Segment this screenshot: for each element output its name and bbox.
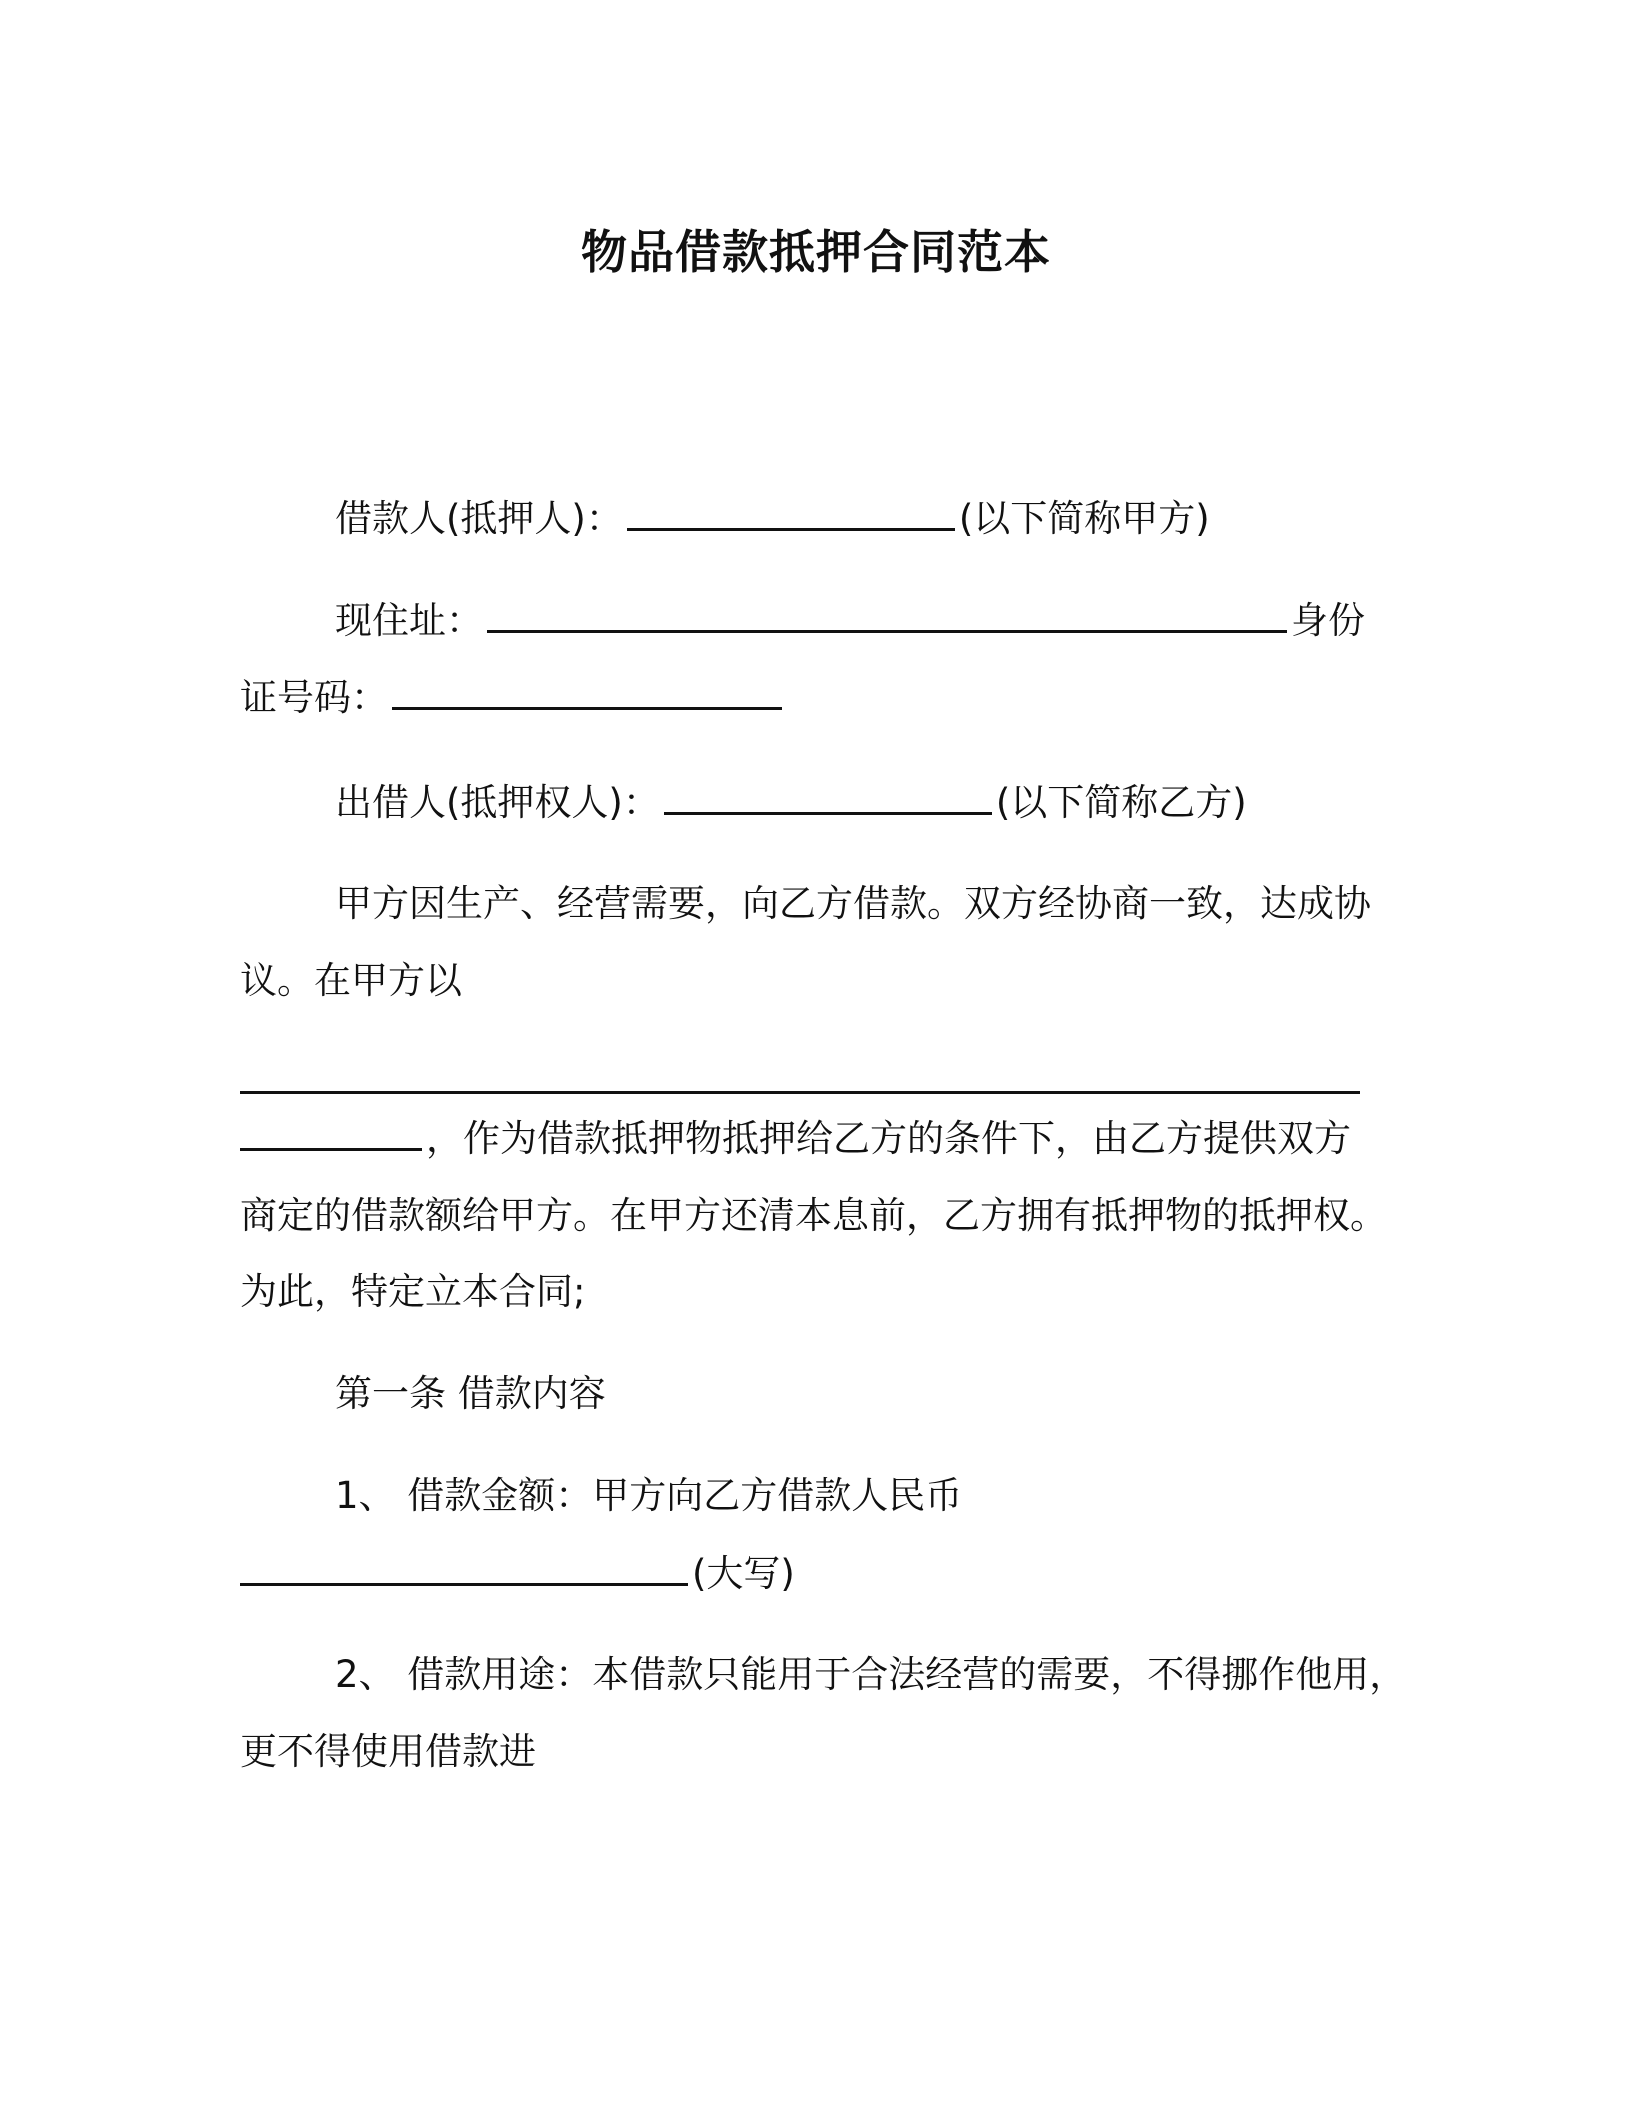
borrower-blank	[627, 492, 955, 531]
article-1-heading: 第一条 借款内容	[335, 1372, 606, 1415]
collateral-line-4: 为此，特定立本合同;	[240, 1270, 586, 1313]
lender-suffix: (以下简称乙方)	[995, 781, 1247, 824]
intro-line-1: 甲方因生产、经营需要，向乙方借款。双方经协商一致，达成协	[335, 882, 1371, 925]
lender-blank	[664, 776, 992, 815]
borrower-label: 借款人(抵押人)：	[335, 497, 623, 540]
id-line	[240, 671, 1390, 724]
collateral-blank-line	[240, 1055, 1390, 1108]
lender-label: 出借人(抵押权人)：	[335, 781, 660, 824]
item-1-suffix: (大写)	[692, 1552, 795, 1595]
borrower-suffix: (以下简称甲方)	[958, 497, 1210, 540]
amount-blank	[240, 1547, 688, 1586]
collateral-line-2	[240, 1112, 1390, 1165]
collateral-line-2-text: ，作为借款抵押物抵押给乙方的条件下，由乙方提供双方	[426, 1117, 1351, 1160]
collateral-line-3: 商定的借款额给甲方。在甲方还清本息前，乙方拥有抵押物的抵押权。	[240, 1194, 1387, 1237]
item-1-line: 1、 借款金额：甲方向乙方借款人民币	[335, 1474, 963, 1517]
address-label: 现住址：	[335, 599, 483, 642]
document-title: 物品借款抵押合同范本	[581, 225, 1051, 279]
collateral-blank-full	[240, 1055, 1360, 1094]
item-2-line-1: 2、 借款用途：本借款只能用于合法经营的需要，不得挪作他用，	[335, 1653, 1407, 1696]
id-blank	[392, 671, 782, 710]
collateral-blank-short	[240, 1112, 422, 1151]
address-blank	[487, 594, 1287, 633]
lender-line	[335, 776, 1485, 829]
address-line	[335, 594, 1485, 647]
id-label: 证号码：	[240, 676, 388, 719]
address-suffix: 身份	[1291, 599, 1365, 642]
borrower-line	[335, 492, 1485, 545]
intro-line-2: 议。在甲方以	[240, 959, 462, 1002]
item-1-amount-line	[240, 1547, 1390, 1600]
item-2-line-2: 更不得使用借款进	[240, 1730, 536, 1773]
